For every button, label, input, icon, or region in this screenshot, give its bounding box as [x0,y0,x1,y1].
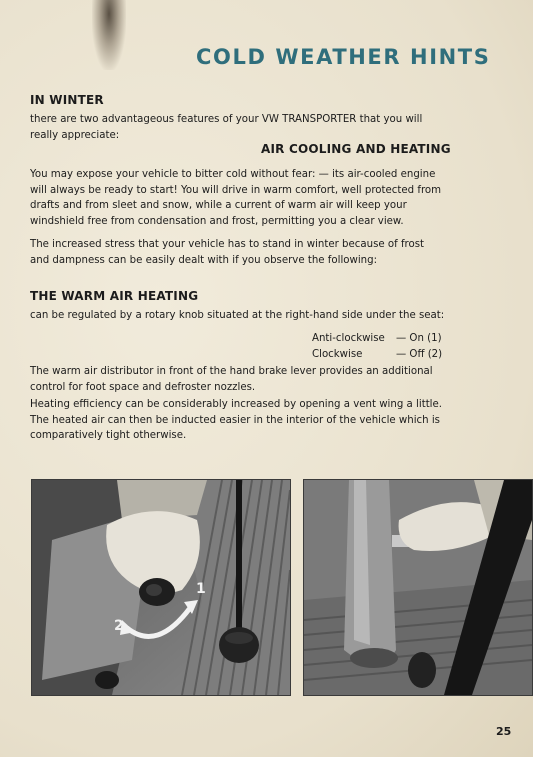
heading-air-cooling: AIR COOLING AND HEATING [261,142,451,156]
paragraph-warm-air-3: Heating efficiency can be considerably increased by opening a vent wing a little. The heated air can then be inducted easier in the interior of the vehicle which is comparatively tight otherwise. [30,399,443,441]
air-distributor-illustration [304,480,532,695]
arrow-label-1: 1 [196,581,206,597]
knob-settings [312,331,442,362]
setting-direction: Anti-clockwise [312,333,385,344]
page-number: 25 [496,725,512,738]
paragraph-air-cooling-2: The increased stress that your vehicle has to stand in winter because of frost and dampness can be easily dealt with if you observe the following: [30,239,425,266]
setting-direction: Clockwise [312,348,363,360]
setting-result: — On (1) [396,333,442,344]
setting-row [312,331,442,347]
page-stain [92,0,126,70]
heading-warm-air: THE WARM AIR HEATING [30,289,199,303]
photo-air-distributor [303,479,533,696]
paragraph-warm-air-1: can be regulated by a rotary knob situated at the right-hand side under the seat: [30,310,445,321]
paragraph-in-winter: there are two advantageous features of your VW TRANSPORTER that you will really appreciate: [30,114,423,141]
page-title: COLD WEATHER HINTS [196,45,491,69]
paragraph-warm-air-2: The warm air distributor in front of the hand brake lever provides an additional control for foot space and defroster nozzles. [30,366,433,393]
heating-knob-illustration [32,480,290,695]
setting-row [312,347,442,363]
arrow-label-2: 2 [114,618,124,634]
photo-heating-knob [31,479,291,696]
heading-in-winter: IN WINTER [30,93,104,107]
setting-result: — Off (2) [396,348,443,360]
paragraph-air-cooling-1: You may expose your vehicle to bitter cold without fear: — its air-cooled engine will always be ready to start! You will drive in warm comfort, well protected from drafts and from sleet and snow, while a current of warm air will keep your windshield free from condensation and frost, permitting you a clear view. [30,169,442,227]
